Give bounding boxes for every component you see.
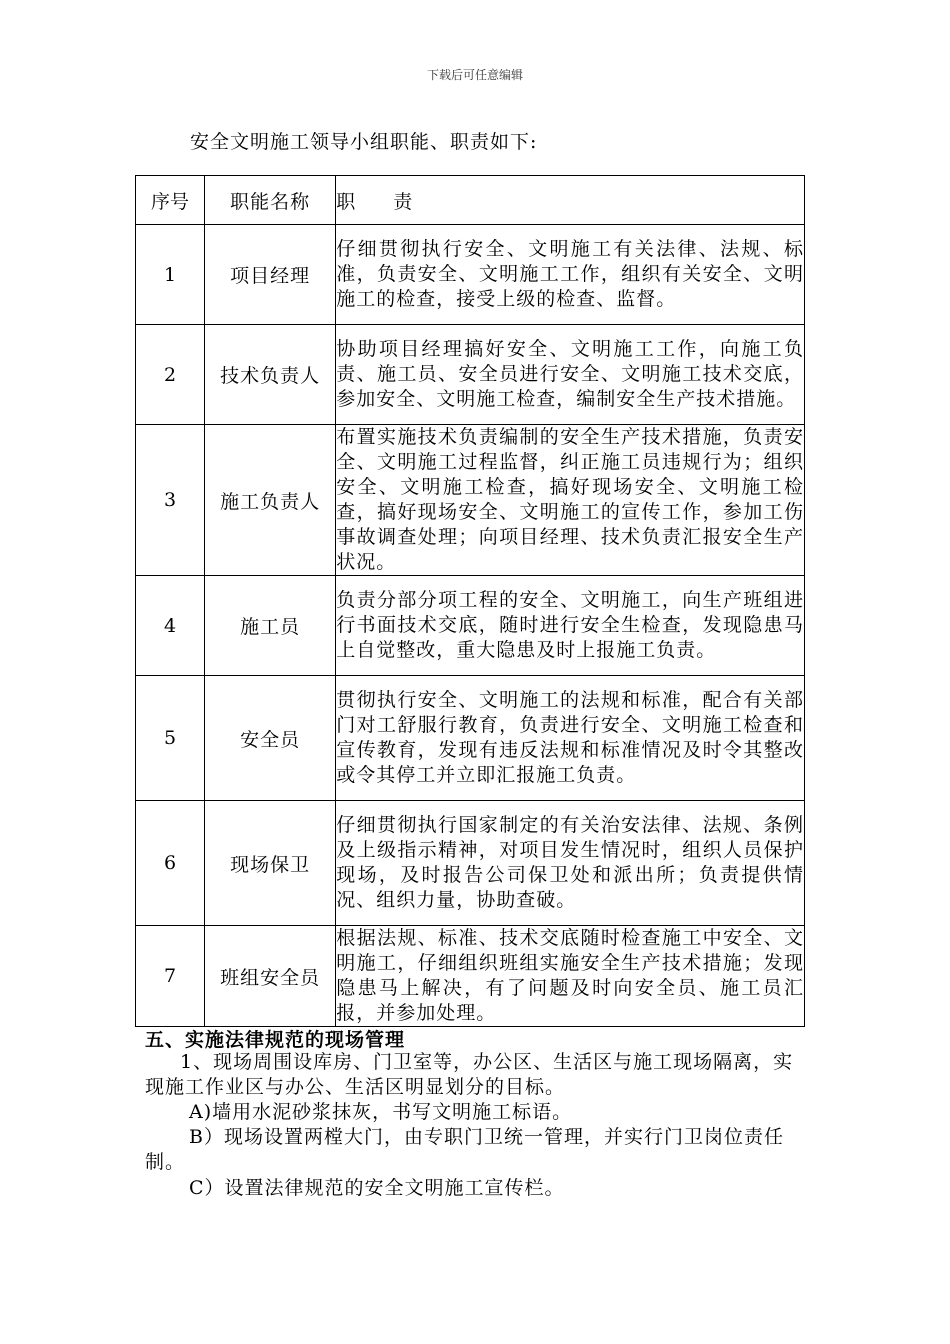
header-duty bbox=[336, 176, 805, 225]
row-role: 项目经理 bbox=[205, 225, 336, 325]
row-no: 3 bbox=[136, 425, 205, 576]
row-duty: 根据法规、标准、技术交底随时检查施工中安全、文明施工，仔细组织班组实施安全生产技术措施；发现隐患马上解决，有了问题及时向安全员、施工员汇报，并参加处理。 bbox=[336, 926, 805, 1027]
table-row bbox=[136, 926, 805, 1027]
row-role: 施工员 bbox=[205, 576, 336, 676]
row-duty: 仔细贯彻执行国家制定的有关治安法律、法规、条例及上级指示精神，对项目发生情况时，组织人员保护现场，及时报告公司保卫处和派出所；负责提供情况、组织力量，协助查破。 bbox=[336, 801, 805, 926]
header-duty-label: 职 责 bbox=[336, 190, 413, 213]
row-role: 技术负责人 bbox=[205, 325, 336, 425]
page-header-note: 下载后可任意编辑 bbox=[426, 68, 523, 82]
row-no: 4 bbox=[136, 576, 205, 676]
row-duty: 负责分部分项工程的安全、文明施工，向生产班组进行书面技术交底，随时进行安全生检查，发现隐患马上自觉整改，重大隐患及时上报施工负责。 bbox=[336, 576, 805, 676]
row-duty: 贯彻执行安全、文明施工的法规和标准，配合有关部门对工舒服行教育，负责进行安全、文明施工检查和宣传教育，发现有违反法规和标准情况及时令其整改或令其停工并立即汇报施工负责。 bbox=[336, 676, 805, 801]
header-no: 序号 bbox=[136, 176, 205, 225]
header-role: 职能名称 bbox=[205, 176, 336, 225]
row-duty: 协助项目经理搞好安全、文明施工工作，向施工负责、施工员、安全员进行安全、文明施工技术交底，参加安全、文明施工检查，编制安全生产技术措施。 bbox=[336, 325, 805, 425]
row-role: 现场保卫 bbox=[205, 801, 336, 926]
row-no: 7 bbox=[136, 926, 205, 1027]
table-header-row bbox=[136, 176, 805, 225]
row-role: 班组安全员 bbox=[205, 926, 336, 1027]
table-row bbox=[136, 801, 805, 926]
intro-text: 安全文明施工领导小组职能、职责如下: bbox=[190, 131, 538, 153]
paragraph: A)墙用水泥砂浆抹灰，书写文明施工标语。 bbox=[189, 1101, 573, 1123]
table-row bbox=[136, 225, 805, 325]
duties-table bbox=[135, 175, 805, 1027]
table-row bbox=[136, 676, 805, 801]
row-no: 2 bbox=[136, 325, 205, 425]
paragraph: C）设置法律规范的安全文明施工宣传栏。 bbox=[189, 1177, 565, 1199]
row-role: 安全员 bbox=[205, 676, 336, 801]
row-duty: 布置实施技术负责编制的安全生产技术措施，负责安全、文明施工过程监督，纠正施工员违规行为；组织安全、文明施工检查，搞好现场安全、文明施工检查，搞好现场安全、文明施工的宣传工作，参加工伤事故调查处理；向项目经理、技术负责汇报安全生产状况。 bbox=[336, 425, 805, 576]
table-row bbox=[136, 576, 805, 676]
paragraph: 1、现场周围设库房、门卫室等，办公区、生活区与施工现场隔离，实现施工作业区与办公、生活区明显划分的目标。 bbox=[145, 1051, 794, 1098]
row-role: 施工负责人 bbox=[205, 425, 336, 576]
row-duty: 仔细贯彻执行安全、文明施工有关法律、法规、标准，负责安全、文明施工工作，组织有关安全、文明施工的检查，接受上级的检查、监督。 bbox=[336, 225, 805, 325]
table-row bbox=[136, 325, 805, 425]
section-title: 五、实施法律规范的现场管理 bbox=[145, 1029, 406, 1051]
row-no: 5 bbox=[136, 676, 205, 801]
paragraph: B）现场设置两樘大门，由专职门卫统一管理，并实行门卫岗位责任制。 bbox=[145, 1126, 784, 1173]
table-row bbox=[136, 425, 805, 576]
row-no: 1 bbox=[136, 225, 205, 325]
row-no: 6 bbox=[136, 801, 205, 926]
